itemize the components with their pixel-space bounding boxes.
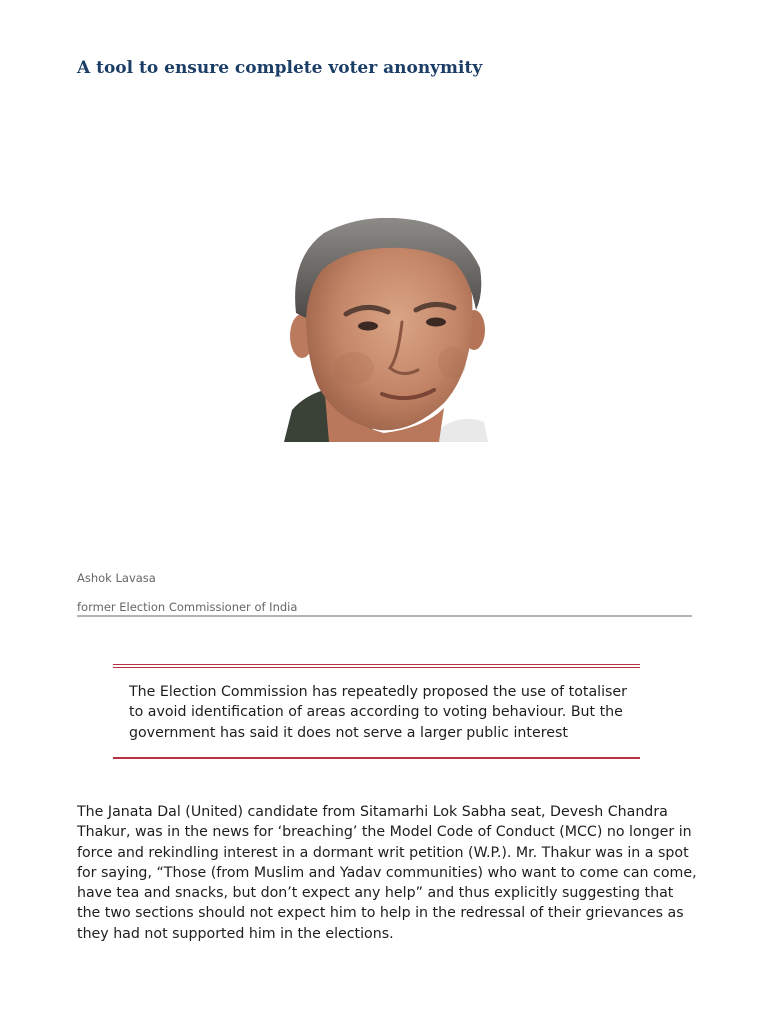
pull-quote-top-rule [113, 664, 640, 665]
author-portrait-photo [284, 218, 488, 442]
author-divider [77, 615, 692, 617]
pull-quote [113, 664, 640, 760]
author-role: former Election Commissioner of India [77, 600, 298, 614]
article-title: A tool to ensure complete voter anonymity [77, 58, 483, 78]
pull-quote-top-rule-inner [113, 667, 640, 668]
article-body-paragraph: The Janata Dal (United) candidate from Sitamarhi Lok Sabha seat, Devesh Chandra Thakur, was in the news for ‘breaching’ the Model Code of Conduct (MCC) no longer in force and rekindling interest in a dormant writ petition (W.P.). Mr. Thakur was in a spot for saying, “Those (from Muslim and Yadav communities) who want to come can come, have tea and snacks, but don’t expect any help” and thus explicitly suggesting that the two sections should not expect him to help in the redressal of their grievances as they had not supported him in the elections. [77, 804, 697, 942]
author-name: Ashok Lavasa [77, 571, 156, 585]
pull-quote-text: The Election Commission has repeatedly proposed the use of totaliser to avoid identification of areas according to voting behaviour. But the government has said it does not serve a larger public interest [129, 684, 627, 741]
pull-quote-bottom-rule [113, 757, 640, 759]
